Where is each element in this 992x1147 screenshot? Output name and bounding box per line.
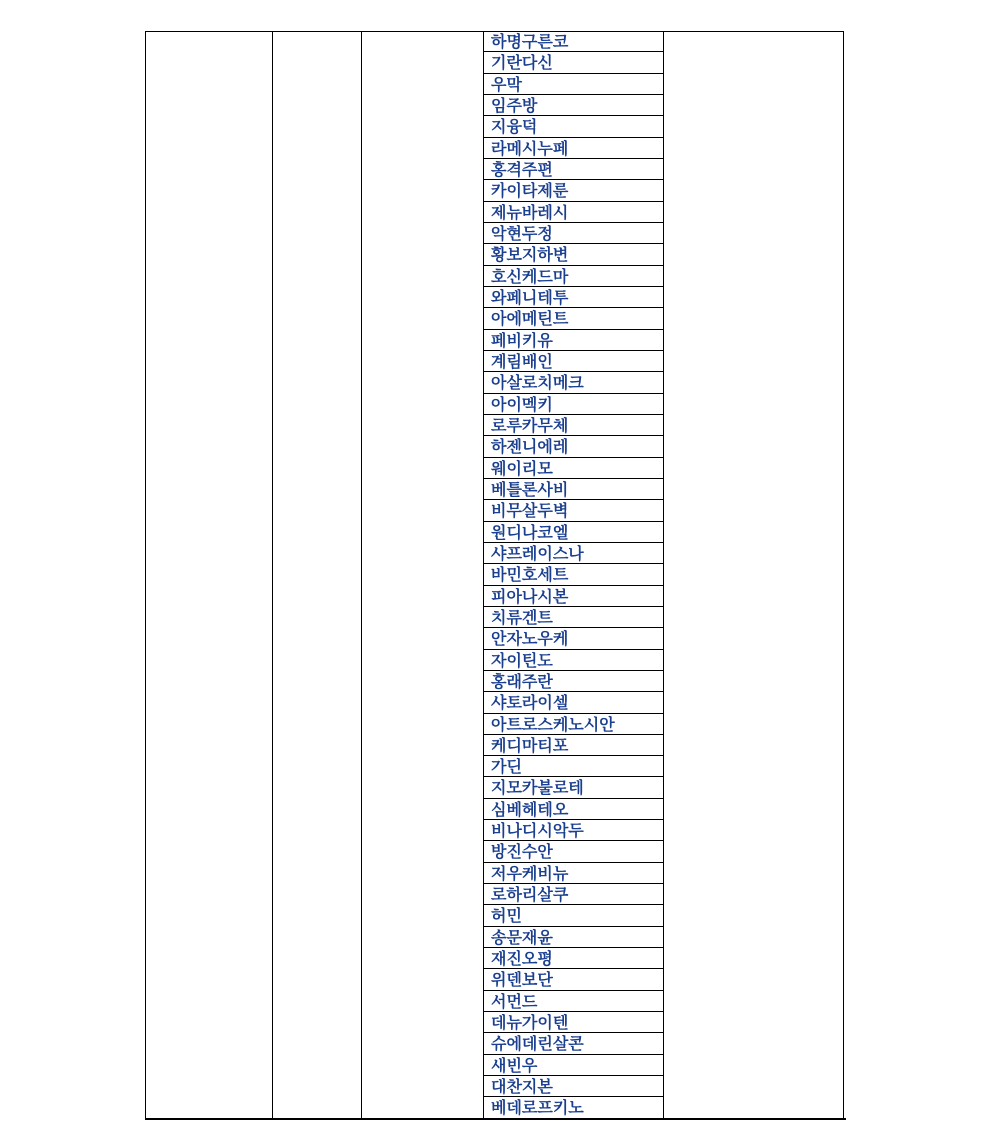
- table-row: 와페니테투: [484, 287, 663, 308]
- table-row: 재진오평: [484, 948, 663, 969]
- table-row: 심베헤테오: [484, 799, 663, 820]
- table-row: 샤프레이스나: [484, 543, 663, 564]
- table-row: 악현두정: [484, 223, 663, 244]
- table-row: 아살로치메크: [484, 372, 663, 393]
- table-row: 저우케비뉴: [484, 863, 663, 884]
- table-row: 지모카불로테: [484, 777, 663, 798]
- table-row: 위덴보단: [484, 969, 663, 990]
- column-divider-4: [663, 31, 664, 1119]
- table-row: 방진수안: [484, 841, 663, 862]
- table-row: 허민: [484, 905, 663, 926]
- table-row: 가딘: [484, 756, 663, 777]
- table-row: 슈에데린살콘: [484, 1033, 663, 1054]
- table-row: 라메시누페: [484, 138, 663, 159]
- table-row: 케디마티포: [484, 735, 663, 756]
- table-row: 데뉴가이텐: [484, 1012, 663, 1033]
- table-row: 계림배인: [484, 351, 663, 372]
- table-row: 홍래주란: [484, 671, 663, 692]
- table-row: 아에메틴트: [484, 308, 663, 329]
- table-row: 하명구른코: [484, 31, 663, 52]
- column-divider-1: [272, 31, 273, 1119]
- table-row: 지융덕: [484, 116, 663, 137]
- table-row: 호신케드마: [484, 266, 663, 287]
- table-row: 페비키유: [484, 330, 663, 351]
- table-row: 웨이리모: [484, 458, 663, 479]
- table-row: 비무살두벽: [484, 500, 663, 521]
- table-row: 자이틴도: [484, 650, 663, 671]
- table-row: 하젠니에레: [484, 436, 663, 457]
- table-row: 아트로스케노시안: [484, 714, 663, 735]
- table-row: 홍격주편: [484, 159, 663, 180]
- table-row: 치류겐트: [484, 607, 663, 628]
- column-divider-2: [361, 31, 362, 1119]
- table-row: 기란다신: [484, 52, 663, 73]
- table-row: 안자노우케: [484, 628, 663, 649]
- table-row: 새빈우: [484, 1055, 663, 1076]
- table-row: 임주방: [484, 95, 663, 116]
- table-row: 로루카무체: [484, 415, 663, 436]
- table-row: 송문재윤: [484, 927, 663, 948]
- table-row: 바민호세트: [484, 564, 663, 585]
- table-row: 카이타제룬: [484, 180, 663, 201]
- table-row: 아이멕키: [484, 394, 663, 415]
- table-row: 서먼드: [484, 991, 663, 1012]
- table-row: 제뉴바레시: [484, 202, 663, 223]
- names-column: [484, 31, 663, 1119]
- table-row: 샤토라이셀: [484, 692, 663, 713]
- table-row: 피아나시본: [484, 586, 663, 607]
- table-row: 비나디시악두: [484, 820, 663, 841]
- table-row: 로하리살쿠: [484, 884, 663, 905]
- table-bottom-rule: [145, 1118, 846, 1120]
- table-row: 베데로프키노: [491, 1098, 584, 1118]
- table-row: 대찬지본: [484, 1076, 663, 1097]
- table-row: 황보지하변: [484, 244, 663, 265]
- table-row: 원디나코엘: [484, 522, 663, 543]
- table-row: 베틀론사비: [484, 479, 663, 500]
- table-row: 우막: [484, 74, 663, 95]
